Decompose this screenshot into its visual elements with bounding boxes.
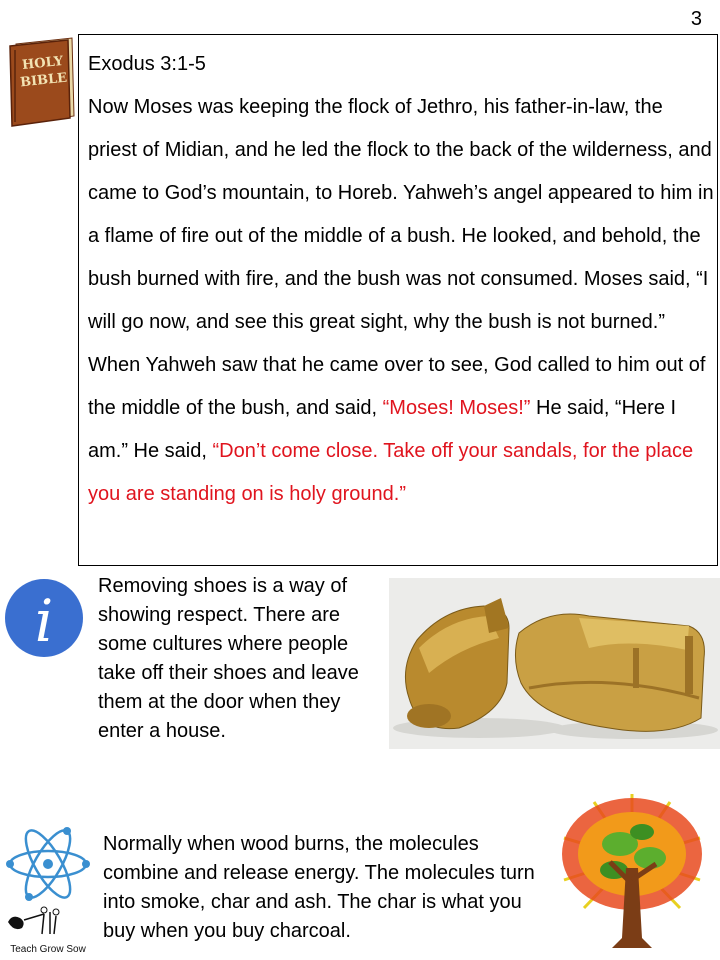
- bible-title-line1: HOLY: [21, 53, 64, 74]
- holy-bible-icon: [6, 36, 78, 128]
- scripture-quote-holy-ground: “Don’t come close. Take off your sandals, for the place you are standing on is holy ground.”: [88, 440, 694, 505]
- bible-title-line2: BIBLE: [19, 70, 68, 91]
- burning-bush-image: [550, 788, 714, 954]
- info-icon: [4, 578, 84, 658]
- science-text: Normally when wood burns, the molecules combine and release energy. The molecules turn into smoke, char and ash. The char is what you buy when you buy charcoal.: [103, 833, 535, 942]
- scripture-text: [88, 86, 714, 516]
- page-number: 3: [690, 8, 702, 30]
- scripture-text-part2: He said, “Here I am.” He said,: [88, 397, 677, 462]
- info-text: Removing shoes is a way of showing respect. There are some cultures where people take off their shoes and leave them at the door when they enter a house.: [98, 575, 359, 742]
- teach-grow-sow-logo: Teach Grow Sow: [10, 944, 86, 955]
- golden-sandals-image: [389, 578, 720, 749]
- scripture-reference: Exodus 3:1-5: [88, 53, 206, 75]
- scripture-text-part1: Now Moses was keeping the flock of Jethro, his father-in-law, the priest of Midian, and he led the flock to the back of the wilderness, and came to God’s mountain, to Horeb. Yahweh’s angel appeared to him in a flame of fire out of the middle of a bush. He looked, and behold, the bush burned with fire, and the bush was not consumed. Moses said, “I will go now, and see this great sight, why the bush is not burned.” When Yahweh saw that he came over to see, God called to him out of the middle of the bush, and said,: [88, 96, 714, 419]
- scripture-quote-moses: “Moses! Moses!”: [382, 397, 531, 419]
- atom-science-icon: [4, 822, 92, 958]
- info-icon-letter: i: [34, 587, 54, 655]
